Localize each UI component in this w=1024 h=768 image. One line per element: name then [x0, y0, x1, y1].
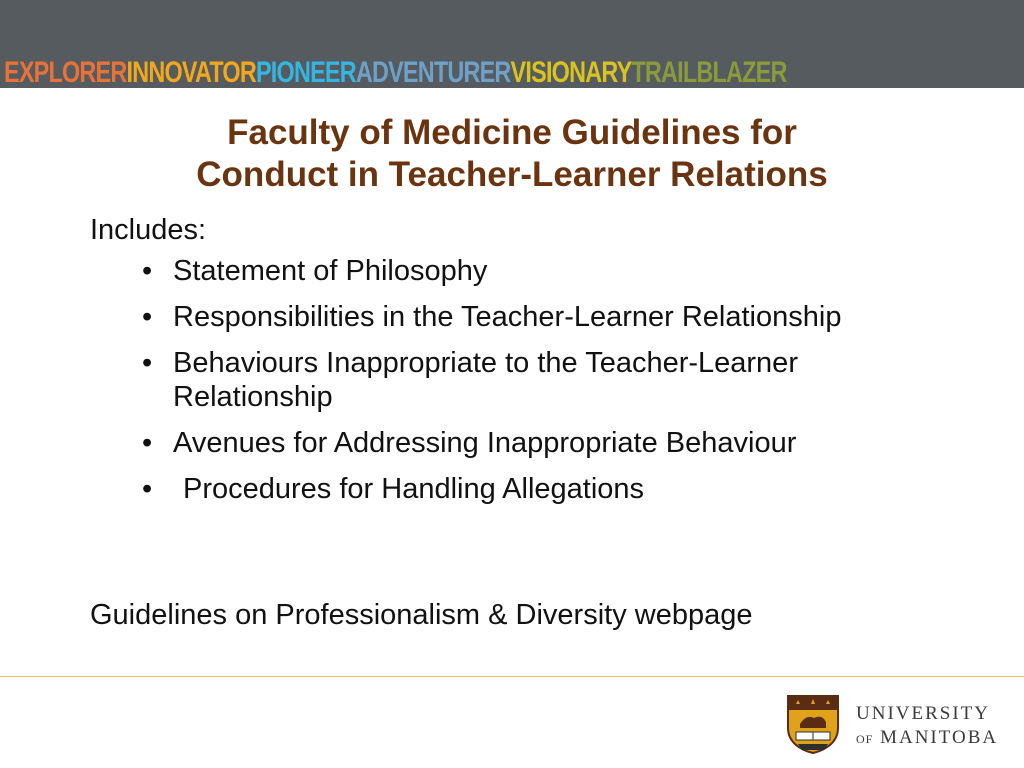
bullet-marker: • — [142, 347, 153, 379]
logo-manitoba: MANITOBA — [880, 727, 999, 748]
list-item — [90, 300, 990, 334]
banner-word-visionary: VISIONARY — [510, 56, 632, 89]
webpage-link-text: Guidelines on Professionalism & Diversity webpage — [90, 599, 753, 631]
bullet-marker: • — [142, 427, 153, 459]
banner-word-adventurer: ADVENTURER — [355, 56, 511, 89]
university-logo — [786, 694, 999, 756]
crest-icon — [786, 694, 840, 754]
bullet-text: Avenues for Addressing Inappropriate Behaviour — [173, 427, 797, 459]
slide-title-line-2: Conduct in Teacher-Learner Relations — [196, 155, 828, 194]
bullet-list — [90, 254, 990, 506]
banner-word-explorer: EXPLORER — [4, 56, 127, 89]
logo-wordmark — [856, 702, 998, 751]
includes-label: Includes: — [90, 214, 207, 246]
top-banner — [0, 0, 1024, 88]
bullet-marker: • — [142, 301, 153, 333]
slide-title-line-1: Faculty of Medicine Guidelines for — [227, 113, 797, 152]
logo-of: OF — [856, 732, 874, 746]
list-item — [90, 426, 990, 460]
bullet-text: Responsibilities in the Teacher-Learner Relationship — [173, 301, 842, 333]
slide-title — [100, 112, 924, 196]
banner-word-list — [4, 56, 787, 90]
bullet-text: Behaviours Inappropriate to the Teacher-Learner Relationship — [173, 347, 798, 413]
banner-word-innovator: INNOVATOR — [126, 56, 256, 89]
bullet-text: Statement of Philosophy — [173, 255, 488, 287]
bullet-marker: • — [142, 255, 153, 287]
logo-line-university: UNIVERSITY — [856, 703, 990, 724]
bullet-marker: • — [142, 473, 153, 505]
list-item — [90, 472, 990, 506]
bullet-text: Procedures for Handling Allegations — [183, 473, 645, 505]
footer-divider — [0, 676, 1024, 677]
list-item — [90, 346, 990, 414]
banner-word-pioneer: PIONEER — [255, 56, 356, 89]
slide-body — [90, 210, 990, 518]
banner-word-trailblazer: TRAILBLAZER — [631, 56, 787, 89]
list-item — [90, 254, 990, 288]
logo-line-manitoba — [856, 726, 998, 751]
